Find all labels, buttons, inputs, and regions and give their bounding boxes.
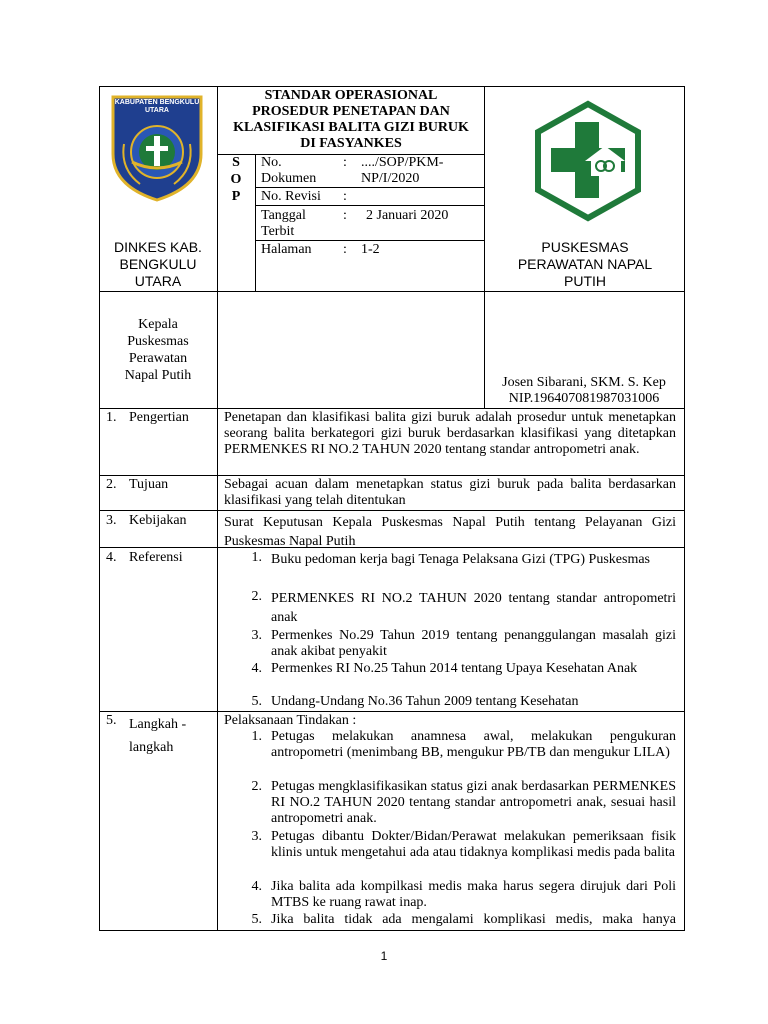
list-item: 1. Petugas melakukan anamnesa awal, melakukan pengukuran antropometri (menimbang BB, mengukur PB/TB dan mengukur LILA)	[251, 729, 676, 760]
list-item: 5. Undang-Undang No.36 Tahun 2009 tentang Kesehatan	[251, 694, 579, 709]
list-item: 3. Permenkes No.29 Tahun 2019 tentang penanggulangan masalah gizi anak akibat penyakit	[251, 628, 676, 659]
list-item: 4. Jika balita ada kompilkasi medis maka harus segera dirujuk dari Poli MTBS ke ruang rawat inap.	[251, 879, 676, 910]
org-right-name: PUSKESMAS PERAWATAN NAPAL PUTIH	[517, 239, 653, 289]
page-label: Halaman	[261, 242, 312, 257]
list-item: 4. Permenkes RI No.25 Tahun 2014 tentang Upaya Kesehatan Anak	[251, 661, 638, 676]
org-left-name: DINKES KAB. BENGKULU UTARA	[114, 239, 202, 289]
section-5-number: 5.	[106, 713, 117, 728]
list-item: 1. Buku pedoman kerja bagi Tenaga Pelaksana Gizi (TPG) Puskesmas	[251, 550, 651, 567]
signatory-name: Josen Sibarani, SKM. S. Kep	[502, 375, 666, 390]
section-1-number: 1.	[106, 410, 117, 425]
doc-no-label: No. Dokumen	[261, 155, 317, 186]
sop-letter-o: O	[230, 172, 242, 187]
section-5-intro: Pelaksanaan Tindakan :	[224, 713, 357, 728]
section-3-text: Surat Keputusan Kepala Puskesmas Napal Putih tentang Pelayanan Gizi Puskesmas Napal Putih	[224, 515, 676, 549]
section-4-label: Referensi	[129, 550, 183, 565]
section-3-label: Kebijakan	[129, 513, 187, 528]
date-colon: :	[343, 208, 347, 223]
list-item: 3. Petugas dibantu Dokter/Bidan/Perawat melakukan pemeriksaan fisik klinis untuk mengetahui ada atau tidaknya komplikasi medis pada balita	[251, 829, 676, 860]
section-1-text: Penetapan dan klasifikasi balita gizi buruk adalah prosedur untuk menetapkan seorang balita berkategori gizi buruk berdasarkan klasifikasi yang ditetapkan PERMENKES RI NO.2 TAHUN 2020 tentang standar antropometri anak.	[224, 410, 676, 457]
date-label: Tanggal Terbit	[261, 208, 306, 239]
section-5-label: Langkah - langkah	[129, 717, 187, 755]
revision-label: No. Revisi	[261, 189, 321, 204]
list-item: 5. Jika balita tidak ada mengalami komplikasi medis, maka hanya	[251, 912, 676, 927]
signatory-nip: NIP.196407081987031006	[508, 391, 660, 406]
section-1-label: Pengertian	[129, 410, 189, 425]
list-item: 2. Petugas mengklasifikasikan status gizi anak berdasarkan PERMENKES RI NO.2 TAHUN 2020 tentang standar antropometri anak, sesuai hasil antropometri anak.	[251, 779, 676, 826]
sop-letter-s: S	[232, 155, 240, 170]
section-3-number: 3.	[106, 513, 117, 528]
page-number: 1	[380, 949, 388, 963]
signatory-role: Kepala Puskesmas Perawatan Napal Putih	[124, 317, 192, 383]
section-2-number: 2.	[106, 477, 117, 492]
doc-no-value: ..../SOP/PKM-NP/I/2020	[361, 155, 444, 186]
document-title: STANDAR OPERASIONAL PROSEDUR PENETAPAN DAN KLASIFIKASI BALITA GIZI BURUK DI FASYANKES	[233, 88, 469, 151]
sop-letter-p: P	[231, 189, 241, 204]
kabupaten-logo-caption: KABUPATEN BENGKULU UTARA	[114, 99, 200, 114]
section-2-label: Tujuan	[129, 477, 169, 492]
section-4-number: 4.	[106, 550, 117, 565]
revision-colon: :	[343, 189, 347, 204]
page-value: 1-2	[361, 242, 380, 257]
list-item: 2. PERMENKES RI NO.2 TAHUN 2020 tentang standar antropometri anak	[251, 589, 676, 625]
date-value: 2 Januari 2020	[366, 208, 449, 223]
puskesmas-logo	[533, 100, 643, 222]
section-2-text: Sebagai acuan dalam menetapkan status gizi buruk pada balita berdasarkan klasifikasi yang telah ditentukan	[224, 477, 676, 508]
page-colon: :	[343, 242, 347, 257]
doc-no-colon: :	[343, 155, 347, 170]
